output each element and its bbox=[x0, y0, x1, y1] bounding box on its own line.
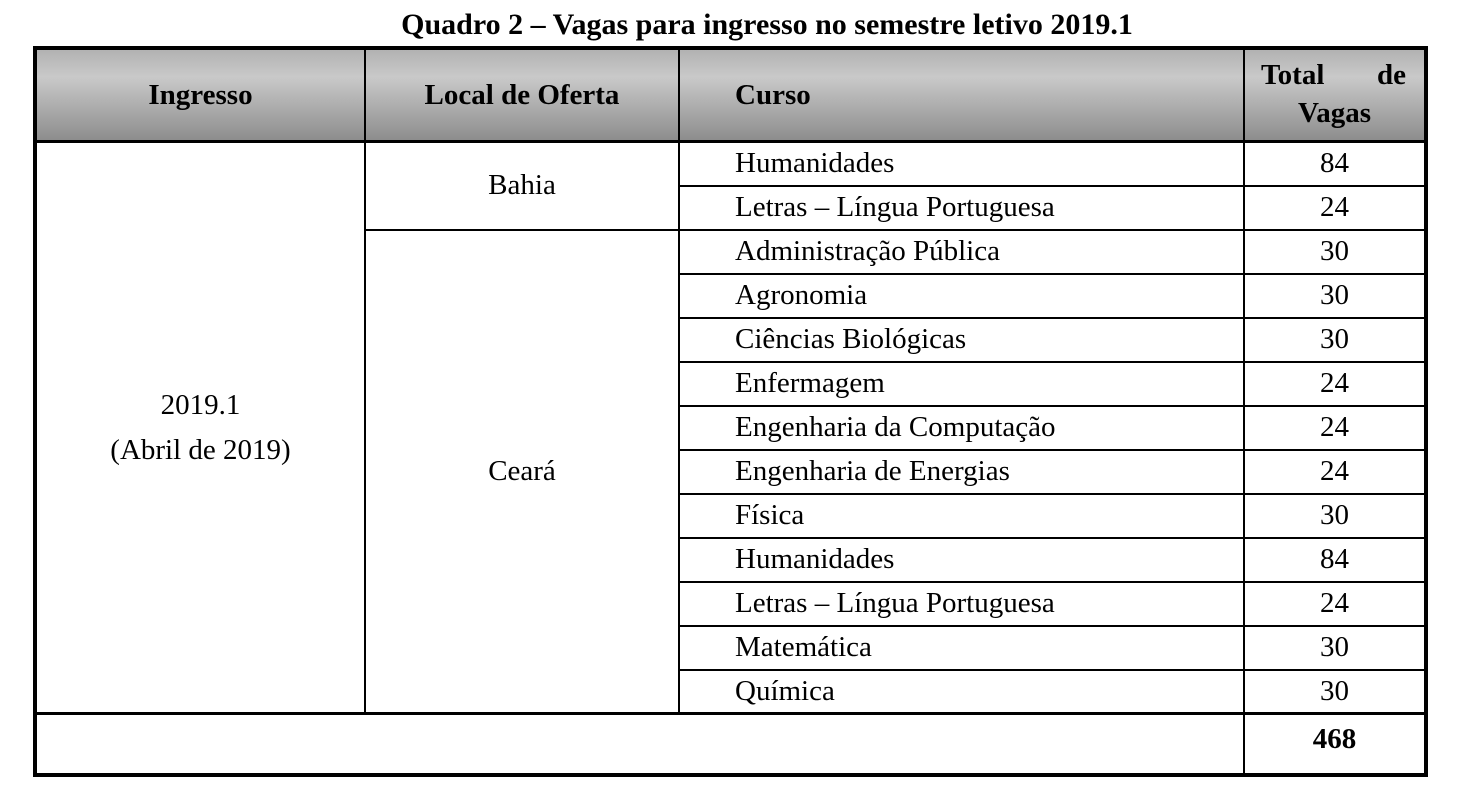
ingresso-month: (Abril de 2019) bbox=[110, 433, 291, 466]
ingresso-semester: 2019.1 bbox=[160, 388, 241, 421]
curso-cell: Enfermagem bbox=[679, 362, 1244, 406]
header-total-word: de bbox=[1377, 59, 1406, 92]
vagas-cell: 30 bbox=[1244, 274, 1426, 318]
vagas-cell: 24 bbox=[1244, 406, 1426, 450]
curso-cell: Engenharia da Computação bbox=[679, 406, 1244, 450]
vagas-cell: 24 bbox=[1244, 362, 1426, 406]
total-row-empty-cell bbox=[35, 714, 1244, 776]
curso-cell: Letras – Língua Portuguesa bbox=[679, 186, 1244, 230]
vagas-cell: 30 bbox=[1244, 626, 1426, 670]
header-total-line1 bbox=[1245, 57, 1424, 95]
header-total-word: Total bbox=[1261, 59, 1325, 92]
header-cell-curso: Curso bbox=[679, 48, 1244, 142]
vagas-cell: 30 bbox=[1244, 318, 1426, 362]
vagas-cell: 24 bbox=[1244, 450, 1426, 494]
header-cell-total-de-vagas bbox=[1244, 48, 1426, 142]
curso-cell: Engenharia de Energias bbox=[679, 450, 1244, 494]
vagas-cell: 24 bbox=[1244, 186, 1426, 230]
curso-cell: Agronomia bbox=[679, 274, 1244, 318]
curso-cell: Física bbox=[679, 494, 1244, 538]
table-row bbox=[35, 142, 1426, 186]
header-cell-ingresso: Ingresso bbox=[35, 48, 365, 142]
curso-cell: Humanidades bbox=[679, 142, 1244, 186]
vagas-cell: 84 bbox=[1244, 538, 1426, 582]
curso-cell: Letras – Língua Portuguesa bbox=[679, 582, 1244, 626]
vagas-cell: 84 bbox=[1244, 142, 1426, 186]
header-total-line2: Vagas bbox=[1297, 97, 1372, 129]
ingresso-cell bbox=[35, 142, 365, 714]
curso-cell: Ciências Biológicas bbox=[679, 318, 1244, 362]
vagas-cell: 30 bbox=[1244, 670, 1426, 714]
vagas-table bbox=[33, 46, 1428, 777]
header-cell-local-de-oferta: Local de Oferta bbox=[365, 48, 679, 142]
curso-cell: Administração Pública bbox=[679, 230, 1244, 274]
local-cell-ceara: Ceará bbox=[365, 230, 679, 714]
curso-cell: Humanidades bbox=[679, 538, 1244, 582]
curso-cell: Matemática bbox=[679, 626, 1244, 670]
total-vagas-cell: 468 bbox=[1244, 714, 1426, 776]
vagas-cell: 30 bbox=[1244, 494, 1426, 538]
vagas-cell: 30 bbox=[1244, 230, 1426, 274]
table-caption: Quadro 2 – Vagas para ingresso no semestre letivo 2019.1 bbox=[401, 8, 1133, 41]
header-row bbox=[35, 48, 1426, 142]
total-row bbox=[35, 714, 1426, 776]
local-cell-bahia: Bahia bbox=[365, 142, 679, 230]
vagas-cell: 24 bbox=[1244, 582, 1426, 626]
curso-cell: Química bbox=[679, 670, 1244, 714]
